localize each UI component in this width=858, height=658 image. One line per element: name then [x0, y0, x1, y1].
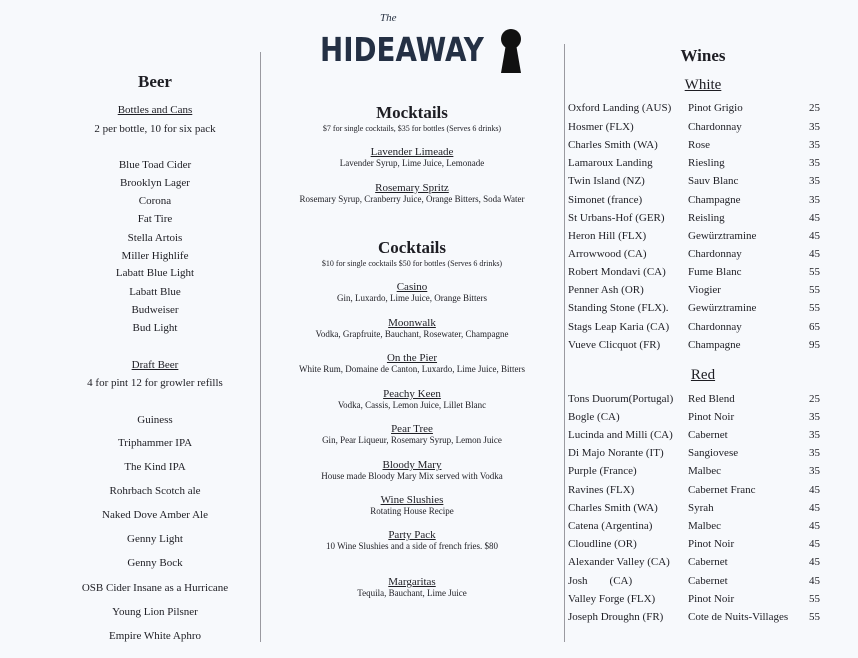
beer-item: Rohrbach Scotch ale [109, 485, 201, 497]
beer-title: Beer [138, 72, 172, 91]
beer-item: Bud Light [132, 322, 178, 334]
drink-desc: White Rum, Domaine de Canton, Luxardo, Lime Juice, Bitters [299, 364, 525, 374]
wine-row [568, 556, 828, 570]
beer-section [52, 0, 258, 658]
wine-varietal: Chardonnay [688, 121, 742, 133]
wine-name: Lamaroux Landing [568, 157, 653, 169]
wine-price: 55 [809, 611, 820, 623]
wine-price: 35 [809, 157, 820, 169]
wine-name: Joseph Droughn (FR) [568, 611, 664, 623]
wine-row [568, 538, 828, 552]
wine-price: 35 [809, 429, 820, 441]
wine-row [568, 465, 828, 479]
drink-name: Party Pack [388, 529, 436, 541]
wine-row [568, 502, 828, 516]
wine-varietal: Sangiovese [688, 447, 739, 459]
wine-row [568, 139, 828, 153]
wine-row [568, 121, 828, 135]
wine-price: 55 [809, 302, 820, 314]
white-heading: White [684, 77, 722, 93]
beer-item: Miller Highlife [121, 250, 189, 262]
wine-varietal: Fume Blanc [688, 266, 742, 278]
wine-name: Vueve Clicquot (FR) [568, 339, 661, 351]
wine-varietal: Rose [688, 139, 710, 151]
wine-row [568, 266, 828, 280]
wine-varietal: Sauv Blanc [688, 175, 739, 187]
wine-name: Alexander Valley (CA) [568, 556, 670, 568]
wine-price: 25 [809, 393, 820, 405]
beer-item: Young Lion Pilsner [112, 606, 198, 618]
wine-price: 55 [809, 284, 820, 296]
wine-name: Heron Hill (FLX) [568, 230, 647, 242]
wine-name: Catena (Argentina) [568, 520, 653, 532]
wine-name: Josh (CA) [568, 575, 633, 587]
cocktails-note: $10 for single cocktails $50 for bottles (Serves 6 drinks) [321, 259, 503, 268]
divider-right [564, 44, 565, 642]
wine-row [568, 575, 828, 589]
wine-varietal: Cabernet [688, 429, 728, 441]
wine-name: Charles Smith (WA) [568, 502, 658, 514]
wine-row [568, 230, 828, 244]
wine-row [568, 284, 828, 298]
drink-desc: Rotating House Recipe [370, 506, 454, 516]
wine-row [568, 429, 828, 443]
wine-price: 45 [809, 538, 820, 550]
drink-desc: Vodka, Cassis, Lemon Juice, Lillet Blanc [337, 400, 487, 410]
wine-name: Oxford Landing (AUS) [568, 102, 672, 114]
wine-price: 45 [809, 502, 820, 514]
wine-price: 45 [809, 484, 820, 496]
wine-varietal: Champagne [688, 339, 741, 351]
wine-varietal: Cabernet [688, 556, 728, 568]
wine-varietal: Cabernet Franc [688, 484, 756, 496]
wine-price: 65 [809, 321, 820, 333]
wine-varietal: Malbec [688, 465, 721, 477]
drink-name: Pear Tree [391, 423, 433, 435]
wine-varietal: Champagne [688, 194, 741, 206]
drinks-section [262, 0, 562, 658]
wine-price: 35 [809, 411, 820, 423]
wine-price: 95 [809, 339, 820, 351]
wine-row [568, 157, 828, 171]
wine-row [568, 302, 828, 316]
wine-name: Penner Ash (OR) [568, 284, 644, 296]
wines-title: Wines [680, 46, 726, 65]
beer-item: OSB Cider Insane as a Hurricane [81, 582, 229, 594]
bottles-price: 2 per bottle, 10 for six pack [94, 123, 216, 135]
mocktails-note: $7 for single cocktails, $35 for bottles (Serves 6 drinks) [322, 124, 502, 133]
drink-name: On the Pier [386, 352, 438, 364]
wine-varietal: Viogier [688, 284, 721, 296]
logo-the: The [380, 12, 397, 24]
wine-varietal: Pinot Noir [688, 593, 735, 605]
wine-row [568, 393, 828, 407]
wine-name: Bogle (CA) [568, 411, 620, 423]
wine-row [568, 593, 828, 607]
wine-name: Valley Forge (FLX) [568, 593, 656, 605]
divider-left [260, 52, 261, 642]
drink-name: Peachy Keen [383, 388, 441, 400]
wine-row [568, 194, 828, 208]
wine-varietal: Gewürztramine [688, 302, 757, 314]
wine-row [568, 447, 828, 461]
wine-varietal: Chardonnay [688, 248, 742, 260]
wine-price: 35 [809, 175, 820, 187]
wine-row [568, 484, 828, 498]
wine-name: Cloudline (OR) [568, 538, 637, 550]
drink-name: Lavender Limeade [370, 146, 454, 158]
draft-heading: Draft Beer [131, 359, 179, 371]
wine-name: Stags Leap Karia (CA) [568, 321, 670, 333]
beer-item: Corona [138, 195, 172, 207]
drink-desc: Gin, Pear Liqueur, Rosemary Syrup, Lemon Juice [322, 435, 502, 445]
wine-name: Charles Smith (WA) [568, 139, 658, 151]
wine-row [568, 248, 828, 262]
cocktails-title: Cocktails [378, 238, 446, 257]
wine-row [568, 321, 828, 335]
wine-name: Purple (France) [568, 465, 637, 477]
wine-name: Di Majo Norante (IT) [568, 447, 664, 459]
drink-name: Moonwalk [388, 317, 436, 329]
drink-name: Casino [396, 281, 428, 293]
wine-name: Arrowwood (CA) [568, 248, 647, 260]
drink-name: Rosemary Spritz [375, 182, 449, 194]
wine-varietal: Pinot Noir [688, 411, 735, 423]
beer-item: Guiness [137, 414, 173, 426]
wine-name: Hosmer (FLX) [568, 121, 634, 133]
wine-price: 35 [809, 465, 820, 477]
drink-desc: Gin, Luxardo, Lime Juice, Orange Bitters [337, 293, 487, 303]
beer-item: Brooklyn Lager [120, 177, 190, 189]
beer-item: Labatt Blue Light [115, 267, 195, 279]
drink-desc: Tequila, Bauchant, Lime Juice [357, 588, 467, 598]
beer-item: Naked Dove Amber Ale [102, 509, 208, 521]
beer-item: Triphammer IPA [117, 437, 193, 449]
wine-row [568, 175, 828, 189]
wine-price: 35 [809, 139, 820, 151]
beer-item: Stella Artois [127, 232, 183, 244]
wine-varietal: Riesling [688, 157, 725, 169]
wine-varietal: Pinot Grigio [688, 102, 743, 114]
wine-price: 35 [809, 447, 820, 459]
beer-item: Genny Light [127, 533, 183, 545]
beer-item: Labatt Blue [129, 286, 181, 298]
wine-name: Robert Mondavi (CA) [568, 266, 666, 278]
wine-row [568, 339, 828, 353]
wine-name: Twin Island (NZ) [568, 175, 645, 187]
wine-row [568, 611, 828, 625]
wine-name: Simonet (france) [568, 194, 643, 206]
drink-desc: House made Bloody Mary Mix served with Vodka [321, 471, 503, 481]
wine-price: 45 [809, 520, 820, 532]
wine-varietal: Red Blend [688, 393, 735, 405]
wine-name: Lucinda and Milli (CA) [568, 429, 673, 441]
wine-price: 45 [809, 230, 820, 242]
wine-price: 25 [809, 102, 820, 114]
drink-name: Bloody Mary [382, 459, 442, 471]
wine-price: 45 [809, 248, 820, 260]
beer-item: Budweiser [131, 304, 179, 316]
wine-name: Ravines (FLX) [568, 484, 635, 496]
drink-desc: 10 Wine Slushies and a side of french fries. $80 [326, 541, 498, 551]
wine-price: 45 [809, 556, 820, 568]
wine-row [568, 212, 828, 226]
wine-varietal: Reisling [688, 212, 725, 224]
drink-desc: Rosemary Syrup, Cranberry Juice, Orange Bitters, Soda Water [299, 194, 525, 204]
drink-desc: Vodka, Grapfruite, Bauchant, Rosewater, Champagne [315, 329, 509, 339]
wine-varietal: Chardonnay [688, 321, 742, 333]
beer-item: The Kind IPA [124, 461, 186, 473]
drink-name: Wine Slushies [380, 494, 444, 506]
red-heading: Red [690, 367, 716, 383]
beer-item: Empire White Aphro [108, 630, 202, 642]
drink-name: Margaritas [388, 576, 436, 588]
wine-name: Standing Stone (FLX). [568, 302, 669, 314]
wine-varietal: Gewürztramine [688, 230, 757, 242]
wine-price: 55 [809, 266, 820, 278]
beer-item: Fat Tire [137, 213, 173, 225]
wine-row [568, 411, 828, 425]
wine-price: 45 [809, 575, 820, 587]
wine-varietal: Cote de Nuits-Villages [688, 611, 789, 623]
wine-row [568, 520, 828, 534]
wine-name: St Urbans-Hof (GER) [568, 212, 665, 224]
drink-desc: Lavender Syrup, Lime Juice, Lemonade [339, 158, 485, 168]
wine-varietal: Syrah [688, 502, 714, 514]
wine-price: 55 [809, 593, 820, 605]
wine-price: 35 [809, 194, 820, 206]
wine-name: Tons Duorum(Portugal) [568, 393, 674, 405]
beer-item: Genny Bock [127, 557, 183, 569]
wine-varietal: Pinot Noir [688, 538, 735, 550]
bottles-heading: Bottles and Cans [117, 104, 193, 116]
wine-row [568, 102, 828, 116]
wine-varietal: Cabernet [688, 575, 728, 587]
wine-price: 45 [809, 212, 820, 224]
beer-item: Blue Toad Cider [118, 159, 192, 171]
wine-price: 35 [809, 121, 820, 133]
logo-name: HIDEAWAY [320, 30, 484, 69]
mocktails-title: Mocktails [376, 103, 448, 122]
wine-varietal: Malbec [688, 520, 721, 532]
draft-price: 4 for pint 12 for growler refills [87, 377, 223, 389]
